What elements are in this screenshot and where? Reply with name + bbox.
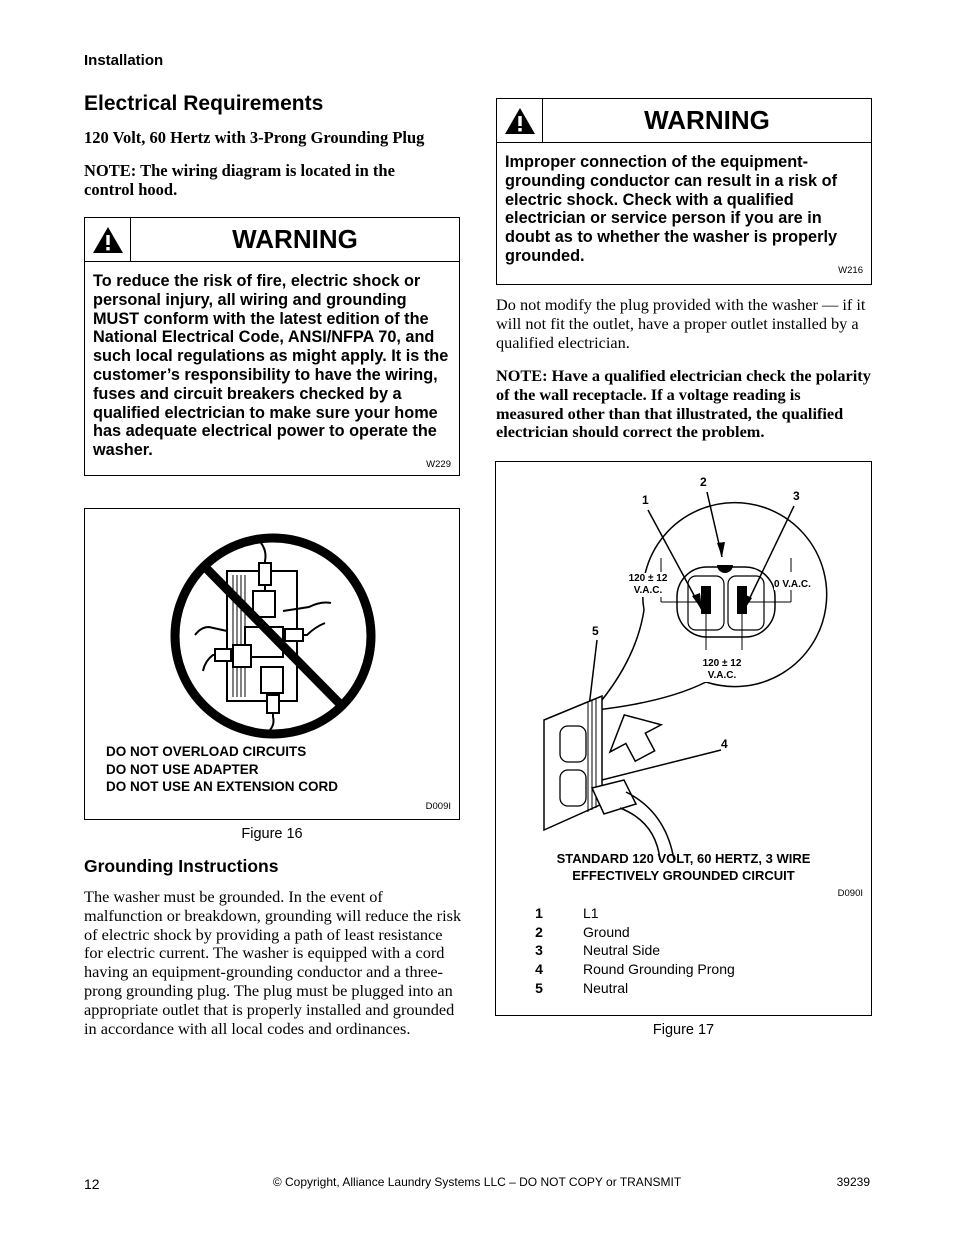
legend-number: 1 (535, 905, 543, 921)
wiring-note: NOTE: The wiring diagram is located in the control hood. (84, 161, 395, 199)
warning-title: WARNING (644, 105, 770, 135)
plug-modification-text: Do not modify the plug provided with the washer — if it will not fit the outlet, have a proper outlet installed by a qualified electrician. (496, 295, 866, 352)
receptacle-diagram (496, 462, 873, 862)
figure-17-legend (532, 905, 852, 1005)
figure-17-caption: Figure 17 (652, 1022, 715, 1038)
voltage-bottom-unit: V.A.C. (707, 670, 737, 681)
voltage-label-bottom (694, 658, 750, 682)
figure-16-line: DO NOT OVERLOAD CIRCUITS (106, 744, 307, 759)
figure-16-box (84, 508, 460, 820)
legend-number: 5 (535, 979, 543, 996)
figure-16-line: DO NOT USE ADAPTER (106, 761, 259, 777)
warning-header (85, 218, 459, 262)
figure-17-box (495, 461, 872, 1016)
warning-code: W216 (838, 265, 863, 276)
warning-code: W229 (426, 459, 451, 470)
legend-number: 3 (535, 942, 543, 959)
voltage-left-value: 120 ± 12 (628, 573, 668, 584)
warning-body: To reduce the risk of fire, electric shock or personal injury, all wiring and grounding MUST conform with the latest edition of the National Electrical Code, ANSI/NFPA 70, and such local regulations as might apply. It is the customer’s responsibility to have the wiring, fuses and circuit breakers checked by a qualified electrician to make sure your home has adequate electrical power to operate the washer. (93, 272, 449, 460)
voltage-bottom-value: 120 ± 12 (702, 658, 742, 669)
no-adapter-illustration (165, 531, 381, 741)
voltage-label-left (626, 573, 670, 597)
legend-text: Neutral Side (583, 942, 661, 959)
warning-header (497, 99, 871, 143)
electrical-subheading: 120 Volt, 60 Hertz with 3-Prong Grounding Plug (84, 128, 425, 147)
document-number: 39239 (836, 1175, 870, 1189)
warning-triangle-icon (497, 99, 543, 142)
grounding-body: The washer must be grounded. In the event of malfunction or breakdown, grounding will reduce the risk of electric shock by providing a path of least resistance for electric current. The washer is equipped with a cord having an equipment-grounding conductor and a three-prong grounding plug. The plug must be plugged into an appropriate outlet that is properly installed and grounded in accordance with all local codes and ordinances. (84, 887, 462, 1038)
warning-title: WARNING (232, 224, 358, 254)
warning-triangle-icon (85, 218, 131, 261)
figure-16-code: D009I (425, 801, 451, 812)
warning-box-w216 (496, 98, 872, 285)
legend-text: Neutral (583, 979, 629, 996)
grounding-instructions-heading: Grounding Instructions (84, 856, 279, 876)
page-number: 12 (84, 1176, 100, 1192)
legend-text: Round Grounding Prong (583, 961, 735, 978)
figure-16-warnings (106, 743, 338, 796)
section-label: Installation (84, 52, 164, 69)
copyright-notice: © Copyright, Alliance Laundry Systems LLC – DO NOT COPY or TRANSMIT (272, 1175, 682, 1189)
legend-text: Ground (583, 923, 630, 940)
electrical-requirements-heading: Electrical Requirements (84, 92, 324, 115)
figure-17-title (496, 850, 871, 884)
figure-17-title-line-2: EFFECTIVELY GROUNDED CIRCUIT (572, 868, 795, 883)
voltage-left-unit: V.A.C. (633, 585, 663, 596)
callout-2: 2 (700, 475, 707, 489)
callout-3: 3 (793, 489, 800, 503)
figure-17-title-line-1: STANDARD 120 VOLT, 60 HERTZ, 3 WIRE (556, 851, 811, 866)
callout-4: 4 (721, 737, 728, 751)
warning-box-w229 (84, 217, 460, 476)
callout-1: 1 (642, 493, 649, 507)
voltage-label-right: 0 V.A.C. (774, 579, 811, 590)
polarity-note: NOTE: Have a qualified electrician check the polarity of the wall receptacle. If a voltage reading is measured other than that illustrated, the qualified electrician should correct the problem. (496, 366, 871, 442)
legend-number: 4 (535, 961, 543, 978)
callout-5: 5 (592, 624, 599, 638)
figure-17-code: D090I (837, 888, 863, 899)
legend-number: 2 (535, 923, 543, 940)
figure-16-line: DO NOT USE AN EXTENSION CORD (106, 779, 339, 794)
warning-body: Improper connection of the equipment-grounding conductor can result in a risk of electric shock. Check with a qualified electrician or service person if you are in doubt as to whether the washer is properly grounded. (505, 153, 838, 265)
figure-16-caption: Figure 16 (241, 826, 303, 842)
legend-text: L1 (583, 905, 599, 921)
